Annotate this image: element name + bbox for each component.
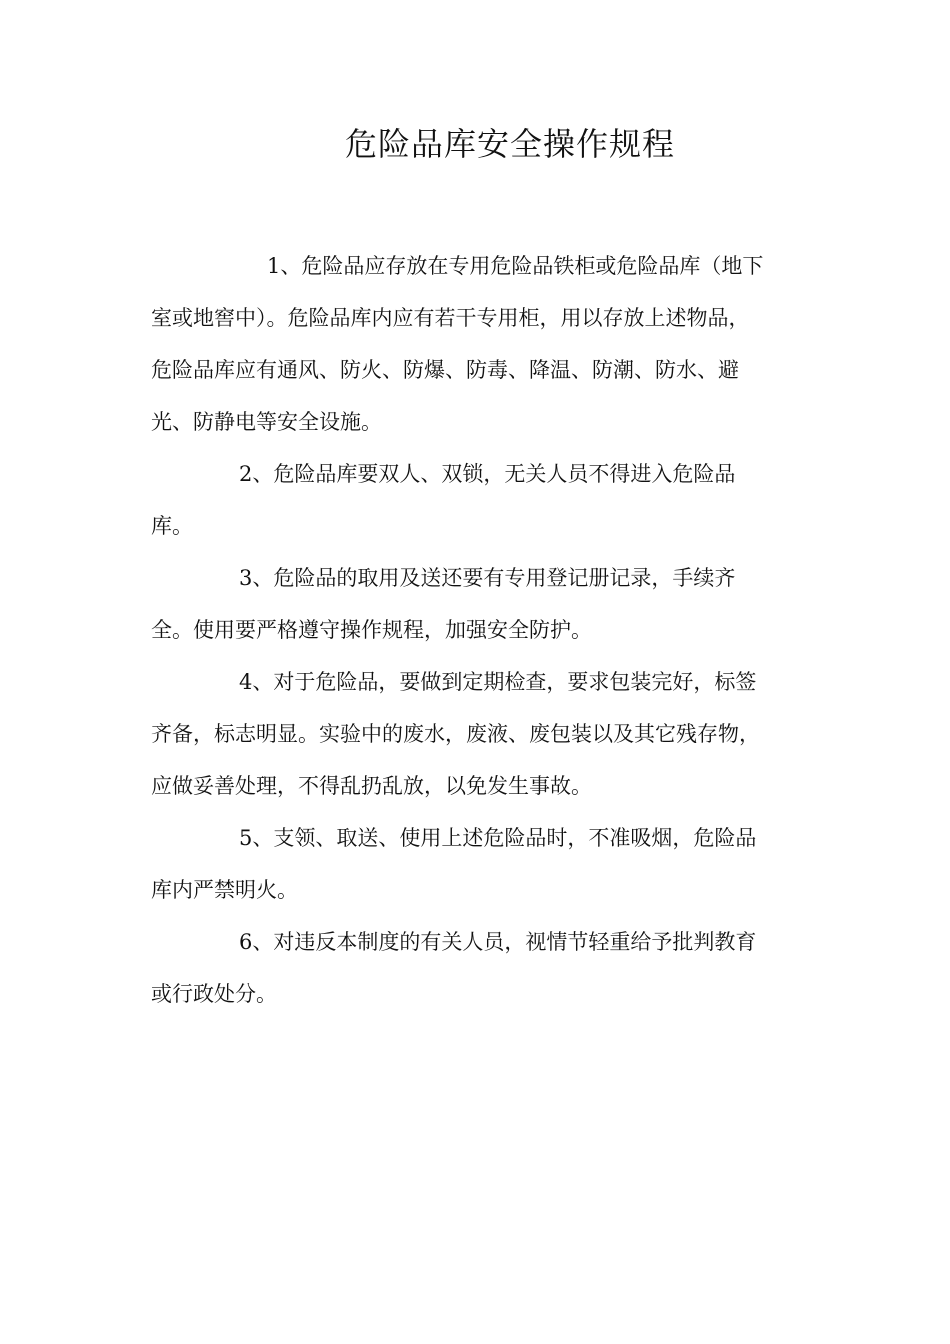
paragraph-6 xyxy=(151,916,791,1020)
paragraph-line: 库内严禁明火。 xyxy=(151,878,298,902)
paragraph-1 xyxy=(151,240,791,448)
paragraph-5 xyxy=(151,812,791,916)
paragraph-line: 4、对于危险品，要做到定期检查，要求包装完好，标签 xyxy=(239,670,757,694)
paragraph-line: 3、危险品的取用及送还要有专用登记册记录，手续齐 xyxy=(239,566,736,590)
paragraph-4 xyxy=(151,656,791,812)
paragraph-line: 齐备，标志明显。实验中的废水，废液、废包装以及其它残存物， xyxy=(151,722,760,746)
paragraph-2 xyxy=(151,448,791,552)
paragraph-3 xyxy=(151,552,791,656)
paragraph-line: 6、对违反本制度的有关人员，视情节轻重给予批判教育 xyxy=(239,930,757,954)
document-body xyxy=(151,240,791,1020)
paragraph-line: 全。使用要严格遵守操作规程，加强安全防护。 xyxy=(151,618,592,642)
page-title: 危险品库安全操作规程 xyxy=(344,125,675,163)
paragraph-line: 或行政处分。 xyxy=(151,982,277,1006)
paragraph-line: 应做妥善处理，不得乱扔乱放，以免发生事故。 xyxy=(151,774,592,798)
paragraph-line: 光、防静电等安全设施。 xyxy=(151,410,382,434)
paragraph-line: 5、支领、取送、使用上述危险品时，不准吸烟，危险品 xyxy=(239,826,757,850)
paragraph-line: 库。 xyxy=(151,514,193,538)
paragraph-line: 危险品库应有通风、防火、防爆、防毒、降温、防潮、防水、避 xyxy=(151,358,739,382)
paragraph-line: 1、危险品应存放在专用危险品铁柜或危险品库（地下 xyxy=(267,254,764,278)
paragraph-line: 室或地窖中）。危险品库内应有若干专用柜，用以存放上述物品， xyxy=(151,306,750,330)
paragraph-line: 2、危险品库要双人、双锁，无关人员不得进入危险品 xyxy=(239,462,736,486)
